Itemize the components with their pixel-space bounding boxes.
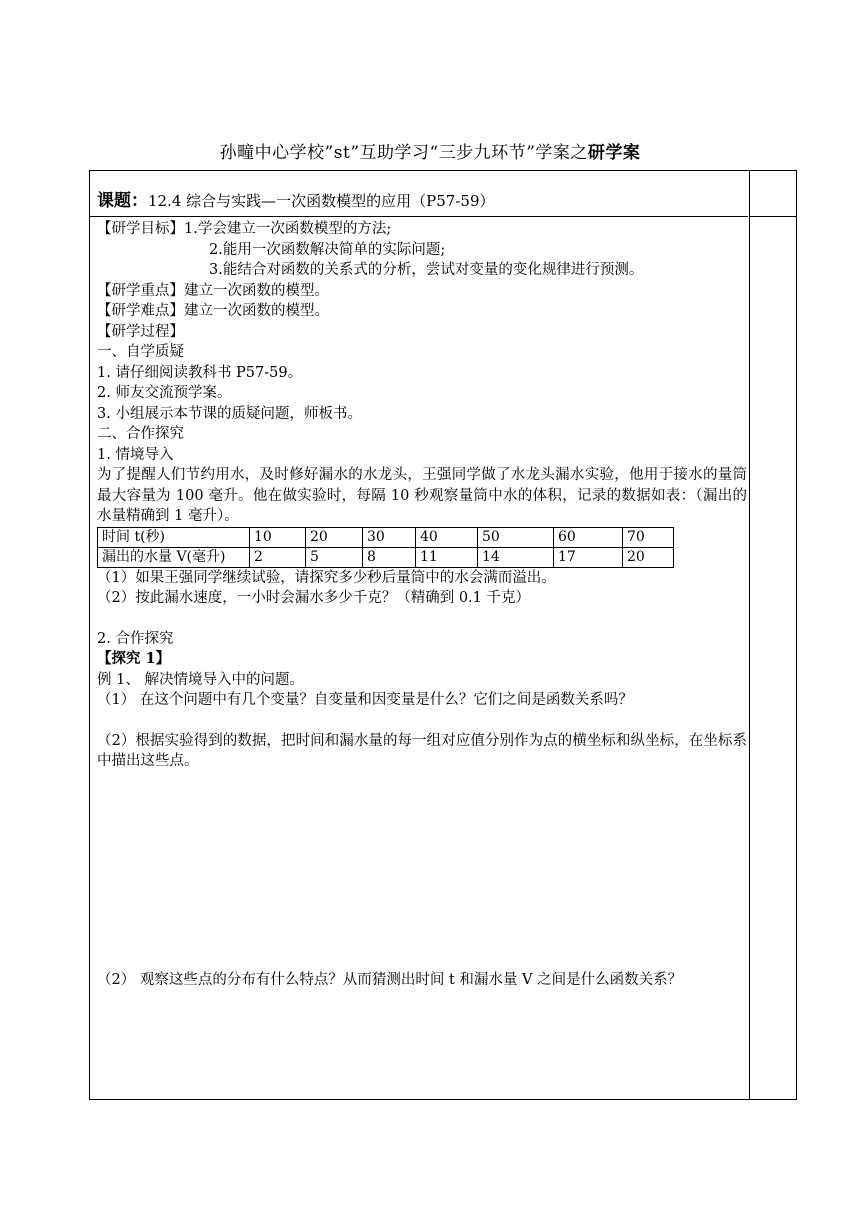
spacer [97,609,747,629]
key-point: 【研学重点】建立一次函数的模型。 [97,282,329,299]
question-2: （2）按此漏水速度，一小时会漏水多少千克？（精确到 0.1 千克） [97,590,531,606]
explore-question-3: （2） 观察这些点的分布有什么特点？从而猜测出时间 t 和漏水量 V 之间是什么函数关系？ [97,971,683,988]
section2-sub1: 1. 情境导入 [97,446,174,463]
goal-2: 2.能用一次函数解决简单的实际问题; [209,241,446,258]
example-1: 例 1、 解决情境导入中的问题。 [97,671,304,688]
table-cell: 漏出的水量 V(毫升) [98,547,250,567]
table-cell: 11 [416,547,478,567]
table-cell: 20 [306,527,363,547]
table-cell: 40 [416,527,478,547]
table-cell: 60 [554,527,623,547]
leak-data-table [97,527,674,568]
spacer [97,711,747,731]
column-divider-1 [749,171,750,1099]
table-cell: 5 [306,547,363,567]
question-1: （1）如果王强同学继续试验，请探究多少秒后量筒中的水会满而溢出。 [97,569,556,586]
section2-heading: 二、合作探究 [97,426,184,442]
intro-paragraph: 为了提醒人们节约用水，及时修好漏水的水龙头，王强同学做了水龙头漏水实验，他用于接水的量筒最大容量为 100 毫升。他在做实验时，每隔 10 秒观察量筒中水的体积，记录的数据如表：（漏出的水量精确到 1 毫升）。 [97,467,747,524]
table-cell: 20 [623,547,674,567]
table-cell: 2 [250,547,306,567]
goal-3: 3.能结合对函数的关系式的分析，尝试对变量的变化规律进行预测。 [209,262,644,278]
worksheet-table [89,170,797,1100]
page-title [0,138,860,163]
explore-label: 【探究 1】 [97,650,171,667]
explore-question-2: （2）根据实验得到的数据，把时间和漏水量的每一组对应值分别作为点的横坐标和纵坐标，在坐标系中描出这些点。 [97,732,747,769]
section1-heading: 一、自学质疑 [97,344,184,360]
explore-question-1: （1） 在这个问题中有几个变量？自变量和因变量是什么？它们之间是函数关系吗？ [97,692,633,708]
difficulty: 【研学难点】建立一次函数的模型。 [97,303,329,319]
process-label: 【研学过程】 [97,323,184,340]
table-cell: 10 [250,527,306,547]
table-row [98,547,674,567]
goal-1: 【研学目标】1.学会建立一次函数模型的方法; [97,221,392,237]
plotting-space [97,772,747,970]
topic-row-divider-right [750,216,796,217]
section1-item-2: 2. 师友交流预学案。 [97,385,232,401]
table-cell: 50 [478,527,554,547]
table-cell: 8 [363,547,416,567]
table-cell: 30 [363,527,416,547]
topic-text: 12.4 综合与实践—一次函数模型的应用（P57-59） [148,192,495,210]
topic-label: 课题： [97,191,148,211]
table-cell: 70 [623,527,674,547]
title-main: 孙疃中心学校”st”互助学习“三步九环节”学案之 [219,143,588,163]
table-cell: 14 [478,547,554,567]
section2-sub2: 2. 合作探究 [97,630,174,647]
topic-row-divider [90,216,748,217]
content-area [97,219,747,990]
goals-label: 【研学目标】 [97,221,184,237]
table-row [98,527,674,547]
table-cell: 17 [554,547,623,567]
section1-item-3: 3. 小组展示本节课的质疑问题，师板书。 [97,405,362,422]
table-cell: 时间 t(秒) [98,527,250,547]
section1-item-1: 1. 请仔细阅读教科书 P57-59。 [97,364,303,381]
title-bold: 研学案 [587,143,641,163]
topic-row [97,186,495,211]
